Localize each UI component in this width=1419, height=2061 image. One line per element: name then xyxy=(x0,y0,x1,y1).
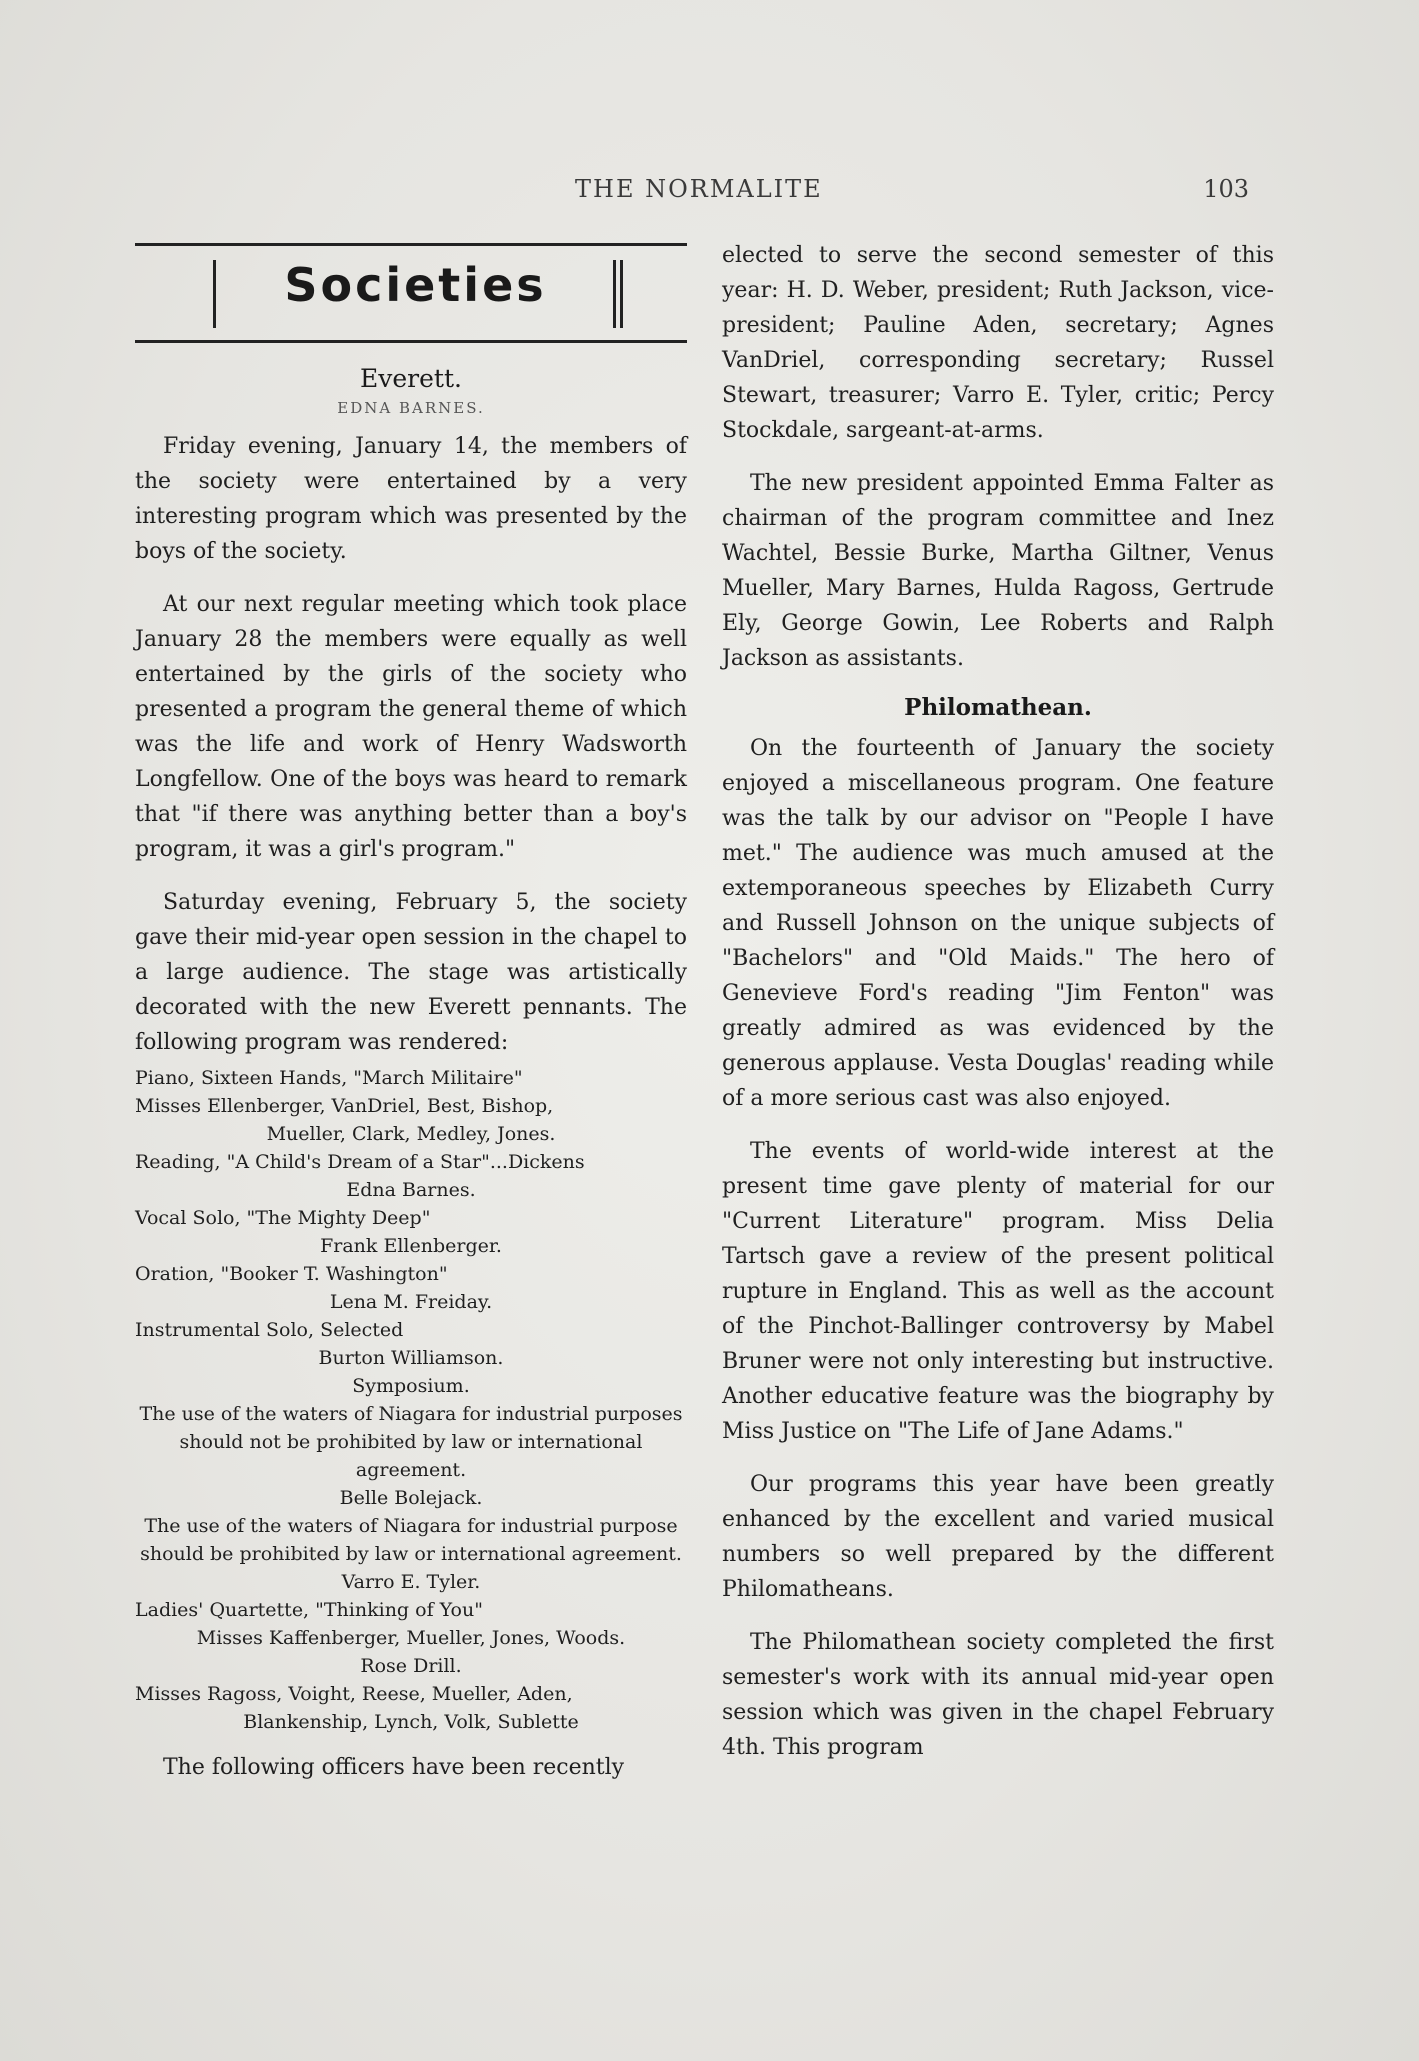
banner-bottom-rule xyxy=(135,340,687,343)
right-column xyxy=(722,238,1274,1783)
philomathean-paragraph: The Philomathean society completed the first semester's work with its annual mid-year open session which was given in the chapel February 4th. This program xyxy=(722,1630,1274,1760)
page-number: 103 xyxy=(1203,175,1249,203)
program-item xyxy=(135,1400,687,1512)
program-item xyxy=(135,1372,687,1400)
program-item xyxy=(135,1092,687,1148)
philomathean-heading: Philomathean. xyxy=(904,694,1092,721)
banner-top-rule xyxy=(135,243,687,246)
program-item-heading: Rose Drill. xyxy=(360,1655,462,1677)
everett-heading: Everett. xyxy=(360,364,462,393)
running-head: THE NORMALITE xyxy=(575,175,823,203)
program-item-performer: Misses Kaffenberger, Mueller, Jones, Woods. xyxy=(196,1627,626,1649)
program-item-performer: Belle Bolejack. xyxy=(339,1487,483,1509)
banner-right-bar xyxy=(613,260,616,328)
program-item-title: Reading, "A Child's Dream of a Star"...Dickens xyxy=(135,1151,585,1173)
everett-byline: EDNA BARNES. xyxy=(337,399,485,417)
program-item xyxy=(135,1260,687,1316)
program-item-performer: Varro E. Tyler. xyxy=(341,1571,481,1593)
section-title: Societies xyxy=(284,258,547,312)
program-item xyxy=(135,1316,687,1372)
program-item-title: Misses Ellenberger, VanDriel, Best, Bishop, xyxy=(135,1095,554,1117)
everett-paragraph: Friday evening, January 14, the members of the society were entertained by a very interesting program which was presented by the boys of the society. xyxy=(135,434,687,564)
program-item xyxy=(135,1148,687,1204)
program-item-title: Ladies' Quartette, "Thinking of You" xyxy=(135,1599,483,1621)
program-item-title: Oration, "Booker T. Washington" xyxy=(135,1263,448,1285)
philomathean-paragraph: On the fourteenth of January the society enjoyed a miscellaneous program. One feature was the talk by our advisor on "People I have met." The audience was much amused at the extemporaneous speeches by Elizabeth Curry and Russell Johnson on the unique subjects of "Bachelors" and "Old Maids." The hero of Genevieve Ford's reading "Jim Fenton" was greatly admired as was evidenced by the generous applause. Vesta Douglas' reading while of a more serious cast was also enjoyed. xyxy=(722,736,1274,1111)
everett-closing-line: The following officers have been recently xyxy=(163,1755,625,1780)
program-item xyxy=(135,1204,687,1260)
program-item-performer: Frank Ellenberger. xyxy=(320,1235,502,1257)
program-list xyxy=(135,1064,687,1736)
program-item-title: Vocal Solo, "The Mighty Deep" xyxy=(135,1207,431,1229)
left-column xyxy=(135,238,687,1803)
program-item xyxy=(135,1512,687,1596)
program-item-title: The use of the waters of Niagara for industrial purposes should not be prohibited by law or international agreement. xyxy=(139,1403,683,1481)
program-item-performer: Mueller, Clark, Medley, Jones. xyxy=(266,1123,556,1145)
program-item-heading: Symposium. xyxy=(352,1375,470,1397)
program-item xyxy=(135,1064,687,1092)
everett-paragraph: Saturday evening, February 5, the society gave their mid-year open session in the chapel to a large audience. The stage was artistically decorated with the new Everett pennants. The following program was rendered: xyxy=(135,890,687,1055)
program-item xyxy=(135,1652,687,1680)
program-item-performer: Edna Barnes. xyxy=(346,1179,476,1201)
program-item-title: Misses Ragoss, Voight, Reese, Mueller, Aden, xyxy=(135,1683,573,1705)
program-item-title: Piano, Sixteen Hands, "March Militaire" xyxy=(135,1067,523,1089)
banner-left-bar xyxy=(213,260,216,328)
program-item xyxy=(135,1596,687,1652)
program-item xyxy=(135,1680,687,1736)
program-item-performer: Lena M. Freiday. xyxy=(329,1291,493,1313)
philomathean-paragraph: Our programs this year have been greatly enhanced by the excellent and varied musical numbers so well prepared by the different Philomatheans. xyxy=(722,1472,1274,1602)
everett-paragraph: At our next regular meeting which took place January 28 the members were equally as well entertained by the girls of the society who presented a program the general theme of which was the life and work of Henry Wadsworth Longfellow. One of the boys was heard to remark that "if there was anything better than a boy's program, it was a girl's program." xyxy=(135,592,687,862)
committee-paragraph: The new president appointed Emma Falter as chairman of the program committee and Inez Wachtel, Bessie Burke, Martha Giltner, Venus Mueller, Mary Barnes, Hulda Ragoss, Gertrude Ely, George Gowin, Lee Roberts and Ralph Jackson as assistants. xyxy=(722,471,1274,671)
program-item-title: Instrumental Solo, Selected xyxy=(135,1319,404,1341)
officers-paragraph: elected to serve the second semester of this year: H. D. Weber, president; Ruth Jackson, vice-president; Pauline Aden, secretary; Agnes VanDriel, corresponding secretary; Russel Stewart, treasurer; Varro E. Tyler, critic; Percy Stockdale, sargeant-at-arms. xyxy=(722,243,1274,443)
program-item-performer: Burton Williamson. xyxy=(318,1347,504,1369)
program-item-title: The use of the waters of Niagara for industrial purpose should be prohibited by law or international agreement. xyxy=(140,1515,682,1565)
banner-right-bar-2 xyxy=(620,260,623,328)
section-banner xyxy=(135,238,687,348)
program-item-performer: Blankenship, Lynch, Volk, Sublette xyxy=(243,1711,579,1733)
philomathean-paragraph: The events of world-wide interest at the present time gave plenty of material for our "Current Literature" program. Miss Delia Tartsch gave a review of the present political rupture in England. This as well as the account of the Pinchot-Ballinger controversy by Mabel Bruner were not only interesting but instructive. Another educative feature was the biography by Miss Justice on "The Life of Jane Adams." xyxy=(722,1139,1274,1444)
